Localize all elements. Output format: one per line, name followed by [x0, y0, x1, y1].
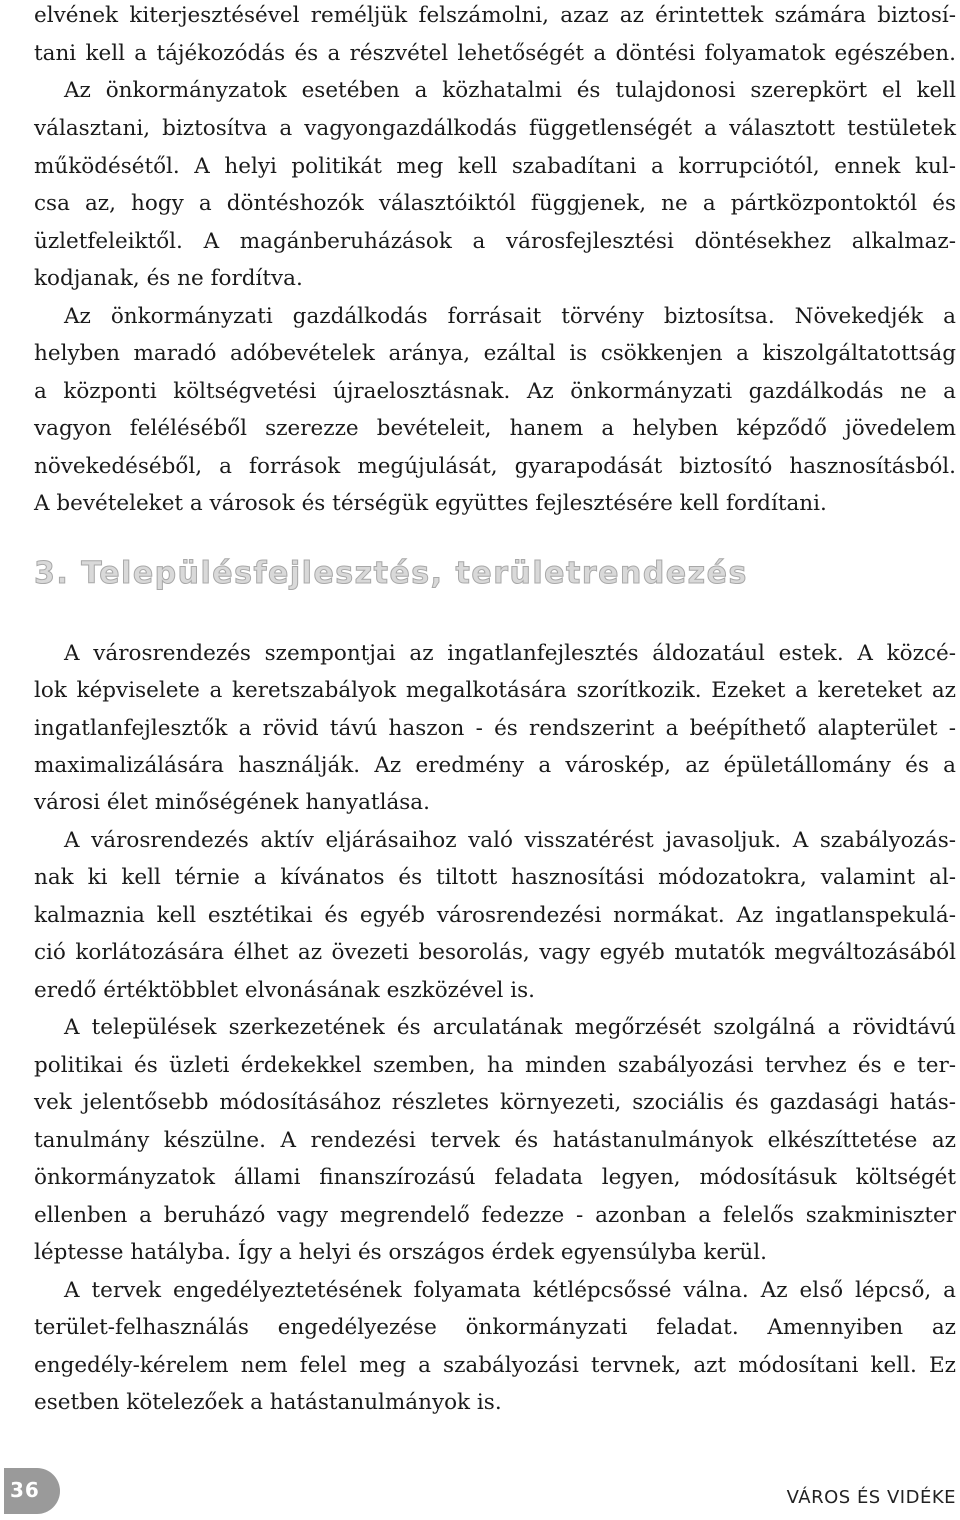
text-line: helyben maradó adóbevételek aránya, ezáltal is csökkenjen a kiszolgáltatottság — [34, 341, 956, 366]
text-line: ció korlátozására élhet az övezeti besorolás, vagy egyéb mutatók megváltozásából — [34, 940, 956, 965]
text-line: A városrendezés szempontjai az ingatlanfejlesztés áldozatául estek. A közcé- — [64, 641, 956, 666]
text-line: nak ki kell térnie a kívánatos és tiltott hasznosítási módozatokra, valamint al- — [34, 865, 956, 890]
text-line: lok képviselete a keretszabályok megalkotására szorítkozik. Ezeket a kereteket az — [34, 678, 956, 703]
text-line: léptesse hatályba. Így a helyi és országos érdek egyensúlyba kerül. — [34, 1240, 767, 1265]
section-heading: 3. Településfejlesztés, területrendezés — [34, 556, 748, 591]
text-line: politikai és üzleti érdekekkel szemben, ha minden szabályozási tervhez és e ter- — [34, 1053, 956, 1078]
text-line: engedély-kérelem nem felel meg a szabályozási tervnek, azt módosítani kell. Ez — [34, 1353, 956, 1378]
text-line: elvének kiterjesztésével reméljük felszámolni, azaz az érintettek számára biztosí- — [34, 3, 956, 28]
text-line: növekedéséből, a források megújulását, gyarapodását biztosító hasznosításból. — [34, 454, 956, 479]
text-line: A városrendezés aktív eljárásaihoz való visszatérést javasoljuk. A szabályozás- — [64, 828, 956, 853]
text-line: üzletfeleiktől. A magánberuházások a városfejlesztési döntésekhez alkalmaz- — [34, 229, 956, 254]
text-line: A települések szerkezetének és arculatának megőrzését szolgálná a rövidtávú — [64, 1015, 956, 1040]
text-line: tanulmány készülne. A rendezési tervek és hatástanulmányok elkészíttetése az — [34, 1128, 956, 1153]
page-number: 36 — [10, 1478, 40, 1502]
text-line: vek jelentősebb módosításához részletes környezeti, szociális és gazdasági hatás- — [34, 1090, 956, 1115]
text-line: Az önkormányzati gazdálkodás forrásait törvény biztosítsa. Növekedjék a — [64, 304, 956, 329]
text-line: tani kell a tájékozódás és a részvétel lehetőségét a döntési folyamatok egészében. — [34, 41, 956, 66]
text-line: maximalizálására használják. Az eredmény a városkép, az épületállomány és a — [34, 753, 956, 778]
running-footer: VÁROS ÉS VIDÉKE — [786, 1487, 956, 1508]
text-line: városi élet minőségének hanyatlása. — [34, 790, 430, 815]
text-line: A bevételeket a városok és térségük együttes fejlesztésére kell fordítani. — [34, 491, 827, 516]
text-line: a központi költségvetési újraelosztásnak. Az önkormányzati gazdálkodás ne a — [34, 379, 956, 404]
text-line: választani, biztosítva a vagyongazdálkodás függetlenségét a választott testületek — [34, 116, 956, 141]
text-line: önkormányzatok állami finanszírozású feladata legyen, módosításuk költségét — [34, 1165, 956, 1190]
text-line: eredő értéktöbblet elvonásának eszközével is. — [34, 978, 536, 1003]
text-line: csa az, hogy a döntéshozók választóiktól függjenek, ne a pártközpontoktól és — [34, 191, 956, 216]
text-line: ellenben a beruházó vagy megrendelő fedezze - azonban a felelős szakminiszter — [34, 1203, 956, 1228]
text-line: vagyon feléléséből szerezze bevételeit, hanem a helyben képződő jövedelem — [34, 416, 956, 441]
text-line: kodjanak, és ne fordítva. — [34, 266, 303, 291]
text-line: kalmaznia kell esztétikai és egyéb városrendezési normákat. Az ingatlanspekulá- — [34, 903, 956, 928]
text-line: Az önkormányzatok esetében a közhatalmi és tulajdonosi szerepkört el kell — [64, 78, 956, 103]
text-line: A tervek engedélyeztetésének folyamata kétlépcsőssé válna. Az első lépcső, a — [64, 1278, 956, 1303]
text-line: működésétől. A helyi politikát meg kell szabadítani a korrupciótól, ennek kul- — [34, 154, 956, 179]
text-line: terület-felhasználás engedélyezése önkormányzati feladat. Amennyiben az — [34, 1315, 956, 1340]
text-line: esetben kötelezőek a hatástanulmányok is. — [34, 1390, 502, 1415]
text-line: ingatlanfejlesztők a rövid távú haszon - és rendszerint a beépíthető alapterület - — [34, 716, 956, 741]
